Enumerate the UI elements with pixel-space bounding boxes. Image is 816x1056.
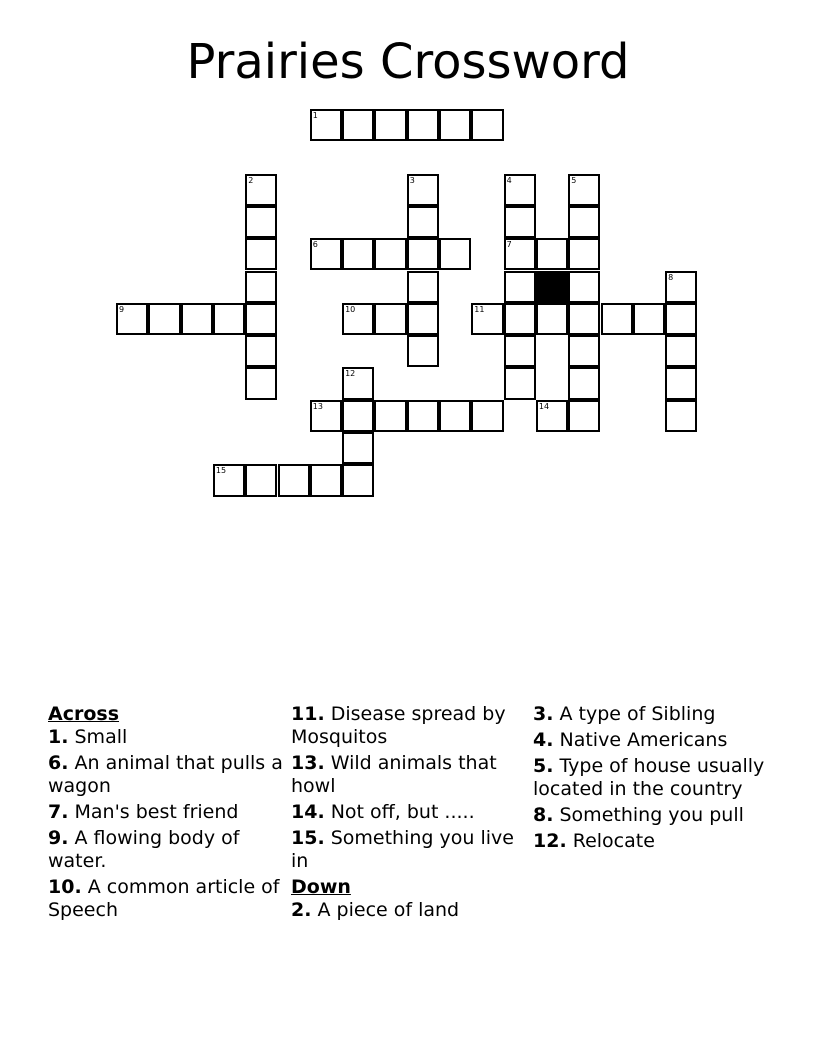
grid-cell[interactable]: [407, 303, 439, 335]
grid-cell[interactable]: [245, 174, 277, 206]
grid-cell[interactable]: [665, 271, 697, 303]
grid-cell[interactable]: [245, 464, 277, 496]
grid-cell[interactable]: [568, 400, 600, 432]
grid-cell[interactable]: [568, 206, 600, 238]
clue-text: Disease spread by Mosquitos: [291, 703, 506, 748]
black-cell: [536, 271, 568, 303]
grid-cell[interactable]: [439, 238, 471, 270]
grid-cell[interactable]: [310, 109, 342, 141]
clue-text: An animal that pulls a wagon: [48, 752, 283, 797]
clue-number: 9.: [48, 827, 69, 849]
clue-text: Native Americans: [559, 729, 728, 751]
grid-cell[interactable]: [245, 335, 277, 367]
clue-number-label: 9: [119, 304, 125, 314]
grid-cell[interactable]: [471, 109, 503, 141]
grid-cell[interactable]: [245, 238, 277, 270]
clue-number: 1.: [48, 726, 69, 748]
clue-number-label: 12: [345, 369, 356, 379]
grid-cell[interactable]: [245, 303, 277, 335]
clue-number: 15.: [291, 827, 325, 849]
grid-cell[interactable]: [213, 303, 245, 335]
crossword-grid: [117, 110, 717, 510]
grid-cell[interactable]: [504, 335, 536, 367]
clue-number-label: 2: [248, 175, 254, 185]
clue-number: 13.: [291, 752, 325, 774]
clue-across-14[interactable]: [291, 801, 531, 824]
grid-cell[interactable]: [665, 400, 697, 432]
grid-cell[interactable]: [374, 303, 406, 335]
grid-cell[interactable]: [342, 367, 374, 399]
clue-number-label: 10: [345, 304, 356, 314]
grid-cell[interactable]: [407, 271, 439, 303]
grid-cell[interactable]: [407, 238, 439, 270]
grid-cell[interactable]: [665, 335, 697, 367]
clue-text: Not off, but .....: [330, 801, 475, 823]
clue-across-13[interactable]: [291, 752, 531, 798]
clue-text: A common article of Speech: [48, 876, 280, 921]
grid-cell[interactable]: [342, 303, 374, 335]
grid-cell[interactable]: [148, 303, 180, 335]
grid-cell[interactable]: [407, 400, 439, 432]
clue-number-label: 14: [538, 401, 550, 411]
clue-down-8[interactable]: [533, 804, 773, 827]
grid-cell[interactable]: [504, 367, 536, 399]
clue-text: Relocate: [572, 830, 655, 852]
grid-cell[interactable]: [536, 303, 568, 335]
clue-down-2[interactable]: [291, 899, 531, 922]
grid-cell[interactable]: [568, 303, 600, 335]
grid-cell[interactable]: [310, 464, 342, 496]
clue-number: 11.: [291, 703, 325, 725]
grid-cell[interactable]: [374, 400, 406, 432]
clue-text: Something you live in: [291, 827, 514, 872]
grid-cell[interactable]: [407, 206, 439, 238]
clue-across-1[interactable]: [48, 726, 288, 749]
grid-cell[interactable]: [504, 206, 536, 238]
clue-text: Something you pull: [559, 804, 744, 826]
grid-cell[interactable]: [116, 303, 148, 335]
clue-number: 2.: [291, 899, 312, 921]
clue-number-label: 4: [506, 175, 512, 185]
clue-text: Man's best friend: [74, 801, 239, 823]
grid-cell[interactable]: [342, 109, 374, 141]
grid-cell[interactable]: [374, 238, 406, 270]
clue-down-4[interactable]: [533, 729, 773, 752]
grid-cell[interactable]: [407, 174, 439, 206]
clue-number-label: 13: [312, 401, 323, 411]
grid-cell[interactable]: [342, 400, 374, 432]
clue-number-label: 7: [506, 240, 512, 250]
clue-number-label: 3: [409, 175, 415, 185]
clue-number: 4.: [533, 729, 554, 751]
grid-cell[interactable]: [310, 400, 342, 432]
grid-cell[interactable]: [407, 109, 439, 141]
clue-across-11[interactable]: [291, 703, 531, 749]
clue-number-label: 8: [668, 272, 674, 282]
grid-cell[interactable]: [568, 335, 600, 367]
grid-cell[interactable]: [504, 303, 536, 335]
grid-cell[interactable]: [504, 174, 536, 206]
clue-column-1: [48, 703, 288, 925]
grid-cell[interactable]: [568, 174, 600, 206]
grid-cell[interactable]: [310, 238, 342, 270]
grid-cell[interactable]: [245, 206, 277, 238]
clue-number-label: 11: [474, 304, 485, 314]
grid-cell[interactable]: [665, 367, 697, 399]
grid-cell[interactable]: [633, 303, 665, 335]
grid-cell[interactable]: [342, 432, 374, 464]
clue-column-2: [291, 703, 531, 925]
grid-cell[interactable]: [665, 303, 697, 335]
grid-cell[interactable]: [374, 109, 406, 141]
grid-cell[interactable]: [568, 271, 600, 303]
clue-down-3[interactable]: [533, 703, 773, 726]
grid-cell[interactable]: [471, 303, 503, 335]
clue-across-15[interactable]: [291, 827, 531, 873]
grid-cell[interactable]: [568, 238, 600, 270]
clue-number: 8.: [533, 804, 554, 826]
clue-number: 12.: [533, 830, 567, 852]
clue-across-9[interactable]: [48, 827, 288, 873]
grid-cell[interactable]: [536, 238, 568, 270]
clue-number: 10.: [48, 876, 82, 898]
clue-down-5[interactable]: [533, 755, 773, 801]
grid-cell[interactable]: [439, 109, 471, 141]
grid-cell[interactable]: [342, 238, 374, 270]
grid-cell[interactable]: [504, 271, 536, 303]
clue-number-label: 5: [571, 175, 577, 185]
grid-cell[interactable]: [181, 303, 213, 335]
clue-text: Wild animals that howl: [291, 752, 497, 797]
clue-text: A piece of land: [317, 899, 460, 921]
clue-across-6[interactable]: [48, 752, 288, 798]
grid-cell[interactable]: [213, 464, 245, 496]
clue-across-7[interactable]: [48, 801, 288, 824]
grid-cell[interactable]: [245, 367, 277, 399]
clue-number: 6.: [48, 752, 69, 774]
grid-cell[interactable]: [568, 367, 600, 399]
page-title: Prairies Crossword: [186, 34, 630, 90]
grid-cell[interactable]: [278, 464, 310, 496]
clue-number-label: 6: [312, 240, 318, 250]
clue-number: 14.: [291, 801, 325, 823]
grid-cell[interactable]: [245, 271, 277, 303]
grid-cell[interactable]: [504, 238, 536, 270]
clue-across-10[interactable]: [48, 876, 288, 922]
grid-cell[interactable]: [342, 464, 374, 496]
clue-down-12[interactable]: [533, 830, 773, 853]
across-header: Across: [48, 703, 120, 725]
grid-cell[interactable]: [407, 335, 439, 367]
grid-cell[interactable]: [536, 400, 568, 432]
grid-cell[interactable]: [439, 400, 471, 432]
clue-text: Small: [74, 726, 128, 748]
clue-number-label: 1: [312, 111, 318, 120]
clue-text: A type of Sibling: [559, 703, 716, 725]
down-header: Down: [291, 876, 351, 898]
clue-text: A flowing body of water.: [48, 827, 240, 872]
clue-number: 3.: [533, 703, 554, 725]
clue-number-label: 15: [215, 466, 227, 476]
clue-number: 7.: [48, 801, 69, 823]
grid-cell[interactable]: [601, 303, 633, 335]
grid-cell[interactable]: [471, 400, 503, 432]
clue-text: Type of house usually located in the country: [533, 755, 765, 800]
clue-column-3: [533, 703, 773, 856]
clue-number: 5.: [533, 755, 554, 777]
